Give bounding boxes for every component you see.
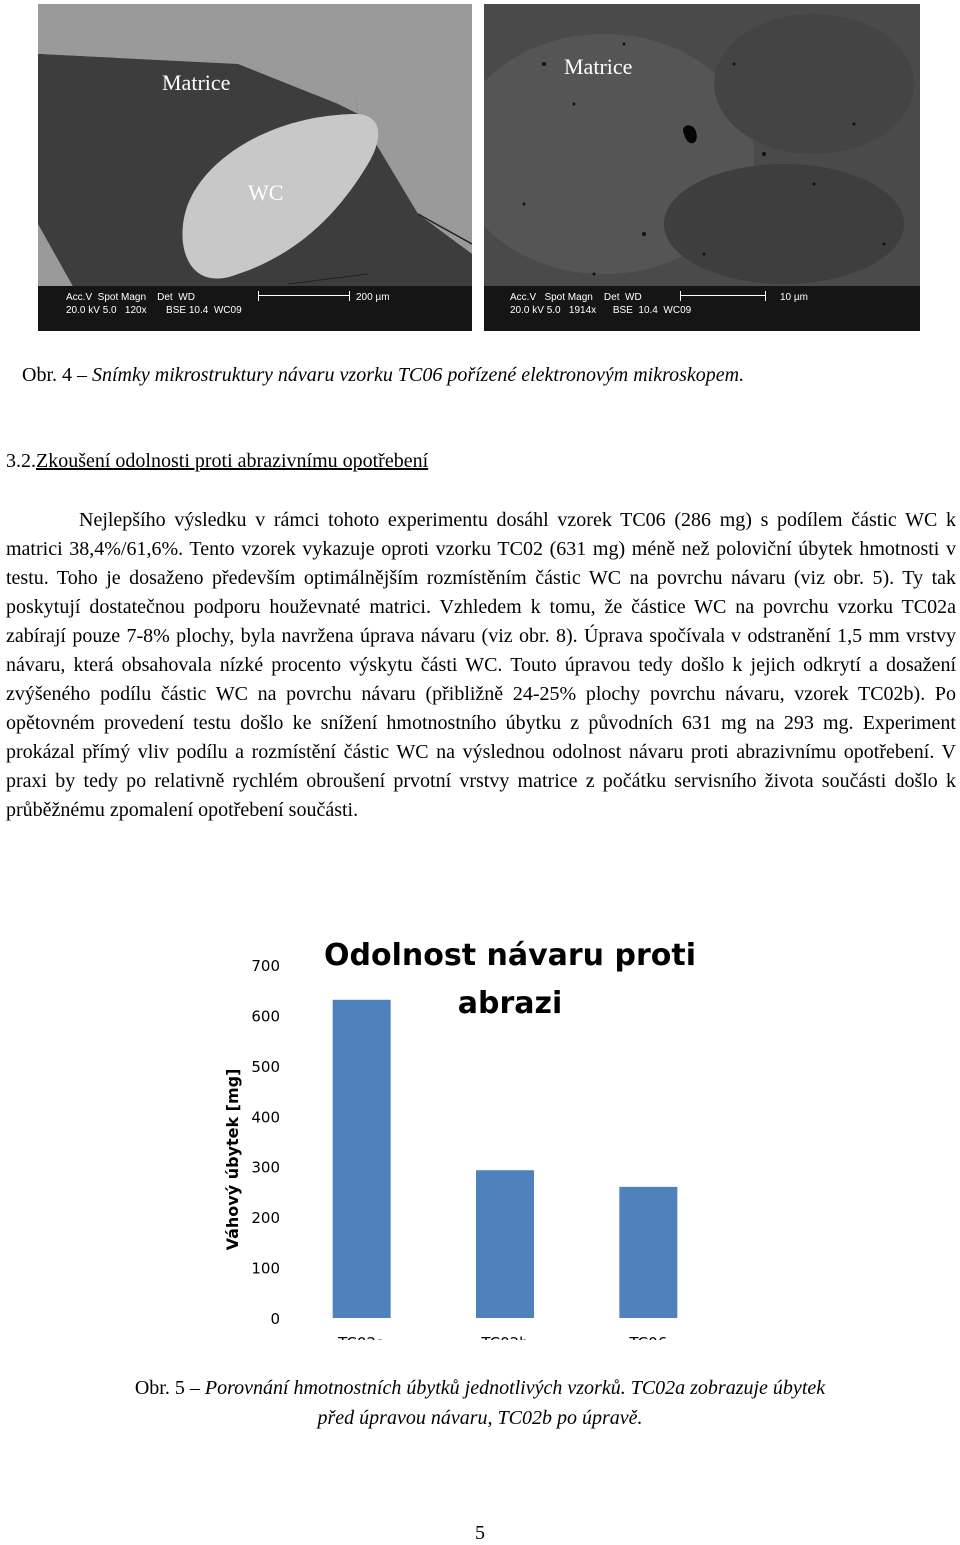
figure-5-caption-line2: před úpravou návaru, TC02b po úpravě. xyxy=(317,1407,643,1429)
figure-4-caption xyxy=(22,364,744,387)
chart-crop xyxy=(210,1340,750,1350)
sem-metadata: Acc.V Spot Magn Det WD 20.0 kV 5.0 1914x BSE 10.4 WC09 xyxy=(510,292,692,316)
y-tick-label: 700 xyxy=(251,957,280,975)
y-tick-label: 100 xyxy=(251,1259,280,1278)
chart-title: abrazi xyxy=(457,986,563,1021)
section-heading xyxy=(6,450,428,473)
label-matrix: Matrice xyxy=(162,70,231,95)
scale-label: 200 µm xyxy=(356,292,390,303)
sem-right-graphic xyxy=(484,4,920,331)
section-title: Zkoušení odolnosti proti abrazivnímu opotřebení xyxy=(36,450,429,472)
body-paragraph: Nejlepšího výsledku v rámci tohoto experimentu dosáhl vzorek TC06 (286 mg) s podílem částic WC k matrici 38,4%/61,6%. Tento vzorek vykazuje oproti vzorku TC02 (631 mg) méně než poloviční úbytek hmotnosti v testu. Toho je dosaženo především optimálnějším rozmístěním částic WC na povrchu návaru (viz obr. 5). Ty tak poskytují dostatečnou podporu houževnaté matrici. Vzhledem k tomu, že částice WC na povrchu vzorku TC02a zabírají pouze 7-8% plochy, byla navržena úprava návaru (viz obr. 8). Úprava spočívala v odstranění 1,5 mm vrstvy návaru, která obsahovala nízké procento výskytu části WC. Touto úpravou tedy došlo k jejich odkrytí a dosažení zvýšeného podílu částic WC na povrchu návaru (přibližně 24-25% plochy povrchu návaru, vzorek TC02b). Po opětovném provedení testu došlo ke snížení hmotnostního úbytku z původních 631 mg na 293 mg. Experiment prokázal přímý vliv podílu a rozmístění částic WC na výslednou odolnost návaru proti abrazivnímu opotřebení. V praxi by tedy po relativně rychlém obroušení prvotní vrstvy matrice z počátku servisního života součásti došlo k průběžnému zpomalení opotřebení součásti. xyxy=(6,509,956,821)
figure-5-caption xyxy=(0,1373,960,1433)
y-axis-label: Váhový úbytek [mg] xyxy=(223,1068,242,1251)
bar xyxy=(476,1170,534,1318)
bar-chart xyxy=(210,920,750,1350)
body-text xyxy=(6,506,956,825)
figure-4-caption-prefix: Obr. 4 – xyxy=(22,364,92,386)
label-wc: WC xyxy=(248,180,284,205)
figure-5-caption-line1: Porovnání hmotnostních úbytků jednotlivých vzorků. TC02a zobrazuje úbytek xyxy=(204,1377,826,1399)
bar xyxy=(619,1187,677,1318)
y-tick-label: 600 xyxy=(251,1007,280,1026)
page-number: 5 xyxy=(475,1522,485,1544)
y-tick-label: 300 xyxy=(251,1158,280,1177)
label-matrix: Matrice xyxy=(564,54,633,79)
section-number: 3.2. xyxy=(6,450,36,472)
scale-label: 10 µm xyxy=(780,292,808,303)
y-tick-label: 500 xyxy=(251,1057,280,1076)
sem-image-left xyxy=(38,4,472,331)
figure-5-caption-prefix: Obr. 5 – xyxy=(134,1377,205,1399)
scale-bar xyxy=(258,291,350,301)
figure-4-caption-text: Snímky mikrostruktury návaru vzorku TC06 pořízené elektronovým mikroskopem. xyxy=(92,364,745,386)
sem-metadata: Acc.V Spot Magn Det WD 20.0 kV 5.0 120x BSE 10.4 WC09 xyxy=(66,292,242,316)
y-tick-label: 0 xyxy=(270,1310,280,1328)
sem-image-right xyxy=(484,4,920,331)
sem-left-graphic xyxy=(38,4,472,331)
scale-bar xyxy=(680,291,766,301)
y-tick-label: 200 xyxy=(251,1209,280,1228)
chart-title: Odolnost návaru proti xyxy=(324,938,696,973)
y-tick-label: 400 xyxy=(251,1108,280,1127)
bar xyxy=(333,1000,391,1318)
